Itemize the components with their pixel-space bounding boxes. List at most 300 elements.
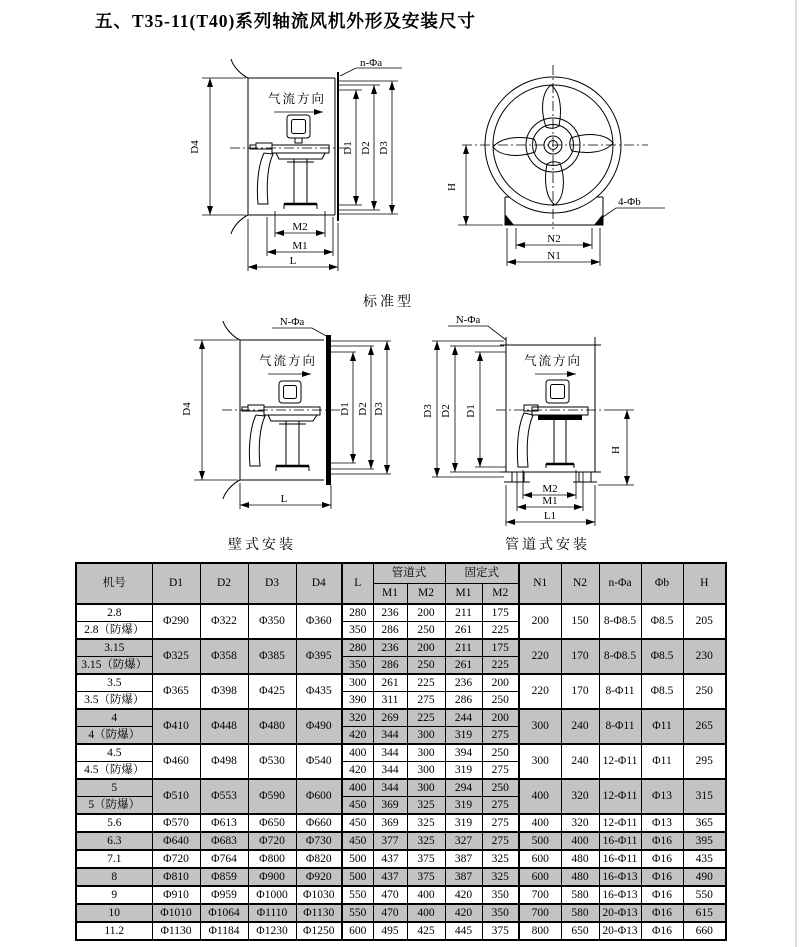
table-row bbox=[76, 814, 726, 832]
table-cell: 275 bbox=[482, 832, 519, 850]
table-cell: 395 bbox=[683, 832, 726, 850]
table-cell: 375 bbox=[482, 922, 519, 940]
table-cell: Φ498 bbox=[200, 744, 248, 779]
table-cell: Φ730 bbox=[296, 832, 342, 850]
dim-label-d4: D4 bbox=[189, 140, 201, 154]
table-cell: Φ1184 bbox=[200, 922, 248, 940]
table-cell: Φ900 bbox=[248, 868, 296, 886]
table-cell: Φ553 bbox=[200, 779, 248, 814]
table-cell: 250 bbox=[482, 779, 519, 797]
table-cell: Φ1130 bbox=[296, 904, 342, 922]
dim-label-h: H bbox=[446, 183, 458, 191]
table-cell: 700 bbox=[519, 904, 561, 922]
table-cell: 5（防爆） bbox=[76, 797, 152, 815]
table-cell: 319 bbox=[445, 797, 482, 815]
table-cell: 315 bbox=[683, 779, 726, 814]
table-cell: Φ410 bbox=[152, 709, 200, 744]
table-cell: 400 bbox=[407, 886, 445, 904]
caption-wall-installation: 壁式安装 bbox=[228, 538, 296, 553]
table-cell: 250 bbox=[683, 674, 726, 709]
dimension-table-body bbox=[76, 604, 726, 940]
table-cell: Φ820 bbox=[296, 850, 342, 868]
table-cell: 450 bbox=[342, 832, 373, 850]
table-cell: Φ350 bbox=[248, 604, 296, 639]
table-cell: 261 bbox=[373, 674, 407, 692]
dim-label-n2: N2 bbox=[547, 233, 561, 245]
standard-side-view-diagram bbox=[170, 55, 410, 283]
table-cell: Φ660 bbox=[296, 814, 342, 832]
table-row bbox=[76, 779, 726, 797]
table-cell: 170 bbox=[561, 639, 599, 674]
table-cell: 420 bbox=[342, 727, 373, 745]
dim-label-l1: L1 bbox=[543, 510, 557, 522]
table-cell: 200 bbox=[482, 674, 519, 692]
table-cell: 300 bbox=[407, 779, 445, 797]
table-cell: 8-Φ8.5 bbox=[599, 639, 641, 674]
table-cell: 269 bbox=[373, 709, 407, 727]
table-cell: Φ16 bbox=[641, 832, 683, 850]
table-cell: 12-Φ11 bbox=[599, 779, 641, 814]
table-cell: Φ365 bbox=[152, 674, 200, 709]
table-cell: 225 bbox=[407, 674, 445, 692]
table-cell: 5.6 bbox=[76, 814, 152, 832]
table-cell: 394 bbox=[445, 744, 482, 762]
dim-label-n1: N1 bbox=[547, 250, 561, 262]
table-cell: 200 bbox=[407, 639, 445, 657]
dim-label-d1: D1 bbox=[465, 404, 477, 418]
table-cell: 225 bbox=[407, 709, 445, 727]
table-cell: 16-Φ13 bbox=[599, 886, 641, 904]
table-cell: 400 bbox=[342, 779, 373, 797]
table-cell: Φ325 bbox=[152, 639, 200, 674]
table-cell: 300 bbox=[519, 744, 561, 779]
table-cell: 470 bbox=[373, 886, 407, 904]
table-cell: 369 bbox=[373, 797, 407, 815]
col-header-h: H bbox=[683, 563, 726, 604]
table-cell: 170 bbox=[561, 674, 599, 709]
table-cell: 225 bbox=[482, 622, 519, 640]
table-cell: 400 bbox=[407, 904, 445, 922]
table-cell: Φ16 bbox=[641, 850, 683, 868]
table-cell: 420 bbox=[445, 904, 482, 922]
col-header-d3: D3 bbox=[248, 563, 296, 604]
table-cell: 350 bbox=[482, 904, 519, 922]
table-cell: 387 bbox=[445, 850, 482, 868]
table-cell: 344 bbox=[373, 762, 407, 780]
table-cell: Φ1064 bbox=[200, 904, 248, 922]
table-cell: 294 bbox=[445, 779, 482, 797]
table-cell: 600 bbox=[519, 868, 561, 886]
table-cell: 800 bbox=[519, 922, 561, 940]
wall-installation-diagram bbox=[160, 315, 420, 533]
dimension-table bbox=[75, 562, 727, 941]
dim-label-d3: D3 bbox=[422, 404, 434, 418]
table-cell: 350 bbox=[482, 886, 519, 904]
table-cell: 211 bbox=[445, 604, 482, 622]
table-row bbox=[76, 744, 726, 762]
dim-label-n-phi-a: N-Φa bbox=[455, 314, 481, 326]
dim-label-4-phi-b: 4-Φb bbox=[618, 196, 641, 208]
table-cell: 480 bbox=[561, 850, 599, 868]
table-cell: 400 bbox=[519, 814, 561, 832]
dim-label-d1: D1 bbox=[342, 141, 354, 155]
table-row bbox=[76, 904, 726, 922]
table-cell: Φ1250 bbox=[296, 922, 342, 940]
table-cell: 11.2 bbox=[76, 922, 152, 940]
table-cell: Φ1230 bbox=[248, 922, 296, 940]
table-cell: 205 bbox=[683, 604, 726, 639]
table-cell: 3.15 bbox=[76, 639, 152, 657]
table-cell: 437 bbox=[373, 850, 407, 868]
table-cell: 6.3 bbox=[76, 832, 152, 850]
table-cell: 240 bbox=[561, 709, 599, 744]
table-cell: 250 bbox=[482, 744, 519, 762]
dim-label-m1: M1 bbox=[542, 495, 558, 507]
table-cell: 275 bbox=[482, 727, 519, 745]
table-row bbox=[76, 709, 726, 727]
table-cell: 377 bbox=[373, 832, 407, 850]
table-cell: Φ1030 bbox=[296, 886, 342, 904]
table-cell: 300 bbox=[407, 762, 445, 780]
table-cell: 7.1 bbox=[76, 850, 152, 868]
table-cell: 300 bbox=[519, 709, 561, 744]
dim-label-d2: D2 bbox=[440, 404, 452, 418]
table-row bbox=[76, 604, 726, 622]
table-cell: Φ398 bbox=[200, 674, 248, 709]
table-cell: 325 bbox=[482, 850, 519, 868]
table-cell: Φ480 bbox=[248, 709, 296, 744]
dim-label-d4: D4 bbox=[181, 402, 193, 416]
col-header-n2: N2 bbox=[561, 563, 599, 604]
table-cell: Φ435 bbox=[296, 674, 342, 709]
table-cell: 615 bbox=[683, 904, 726, 922]
table-cell: Φ358 bbox=[200, 639, 248, 674]
table-cell: 500 bbox=[342, 868, 373, 886]
table-cell: 240 bbox=[561, 744, 599, 779]
table-cell: Φ448 bbox=[200, 709, 248, 744]
col-header-l: L bbox=[342, 563, 373, 604]
dim-label-d1: D1 bbox=[339, 402, 351, 416]
table-cell: 275 bbox=[482, 814, 519, 832]
table-cell: 500 bbox=[519, 832, 561, 850]
dim-label-d3: D3 bbox=[373, 402, 385, 416]
table-cell: 220 bbox=[519, 639, 561, 674]
table-cell: Φ764 bbox=[200, 850, 248, 868]
table-cell: 3.5 bbox=[76, 674, 152, 692]
table-cell: 175 bbox=[482, 639, 519, 657]
table-cell: Φ290 bbox=[152, 604, 200, 639]
table-cell: Φ8.5 bbox=[641, 639, 683, 674]
dim-label-d3: D3 bbox=[378, 141, 390, 155]
table-cell: 700 bbox=[519, 886, 561, 904]
table-cell: 280 bbox=[342, 639, 373, 657]
table-cell: 450 bbox=[342, 814, 373, 832]
table-cell: 365 bbox=[683, 814, 726, 832]
scan-edge-artifact bbox=[795, 0, 797, 947]
table-cell: 325 bbox=[407, 832, 445, 850]
table-cell: 450 bbox=[342, 797, 373, 815]
table-cell: Φ11 bbox=[641, 744, 683, 779]
table-cell: 550 bbox=[342, 886, 373, 904]
table-cell: 350 bbox=[342, 657, 373, 675]
table-cell: Φ510 bbox=[152, 779, 200, 814]
table-row bbox=[76, 639, 726, 657]
table-cell: Φ720 bbox=[152, 850, 200, 868]
table-cell: 4.5 bbox=[76, 744, 152, 762]
table-cell: 650 bbox=[561, 922, 599, 940]
airflow-direction-label: 气流方向 bbox=[267, 92, 327, 106]
table-cell: 390 bbox=[342, 692, 373, 710]
table-cell: 319 bbox=[445, 814, 482, 832]
airflow-direction-label: 气流方向 bbox=[523, 354, 583, 368]
table-cell: 4（防爆） bbox=[76, 727, 152, 745]
table-cell: 387 bbox=[445, 868, 482, 886]
table-cell: 344 bbox=[373, 744, 407, 762]
col-header-n1: N1 bbox=[519, 563, 561, 604]
duct-installation-diagram bbox=[420, 315, 690, 533]
table-cell: Φ600 bbox=[296, 779, 342, 814]
table-cell: 400 bbox=[561, 832, 599, 850]
table-cell: Φ8.5 bbox=[641, 604, 683, 639]
table-cell: 265 bbox=[683, 709, 726, 744]
table-cell: 286 bbox=[373, 657, 407, 675]
page-title: 五、T35-11(T40)系列轴流风机外形及安装尺寸 bbox=[95, 11, 476, 31]
table-cell: Φ11 bbox=[641, 709, 683, 744]
table-cell: Φ640 bbox=[152, 832, 200, 850]
col-header-phib: Φb bbox=[641, 563, 683, 604]
table-cell: Φ540 bbox=[296, 744, 342, 779]
table-cell: 420 bbox=[342, 762, 373, 780]
table-cell: 275 bbox=[482, 762, 519, 780]
table-cell: Φ910 bbox=[152, 886, 200, 904]
table-cell: 2.8 bbox=[76, 604, 152, 622]
table-cell: Φ800 bbox=[248, 850, 296, 868]
dim-label-l: L bbox=[280, 493, 288, 505]
caption-standard-type: 标准型 bbox=[363, 295, 414, 310]
table-cell: 375 bbox=[407, 868, 445, 886]
table-row bbox=[76, 850, 726, 868]
col-header-fixed-m2: M2 bbox=[482, 584, 519, 605]
col-header-na: n-Φa bbox=[599, 563, 641, 604]
col-header-model: 机号 bbox=[76, 563, 152, 604]
table-cell: 495 bbox=[373, 922, 407, 940]
table-cell: 9 bbox=[76, 886, 152, 904]
table-cell: Φ13 bbox=[641, 779, 683, 814]
table-row bbox=[76, 922, 726, 940]
table-cell: 420 bbox=[445, 886, 482, 904]
table-cell: 325 bbox=[407, 797, 445, 815]
dim-label-m1: M1 bbox=[292, 240, 308, 252]
col-header-d2: D2 bbox=[200, 563, 248, 604]
table-cell: Φ425 bbox=[248, 674, 296, 709]
table-cell: 344 bbox=[373, 727, 407, 745]
table-cell: 3.5（防爆） bbox=[76, 692, 152, 710]
table-cell: 3.15（防爆） bbox=[76, 657, 152, 675]
airflow-direction-label: 气流方向 bbox=[258, 354, 318, 368]
table-cell: Φ859 bbox=[200, 868, 248, 886]
table-cell: 300 bbox=[407, 727, 445, 745]
dim-label-m2: M2 bbox=[542, 483, 558, 495]
col-header-duct-type: 管道式 bbox=[373, 563, 445, 584]
col-header-duct-m2: M2 bbox=[407, 584, 445, 605]
dim-label-d2: D2 bbox=[360, 141, 372, 155]
table-cell: 200 bbox=[519, 604, 561, 639]
table-cell: 8-Φ8.5 bbox=[599, 604, 641, 639]
table-cell: Φ16 bbox=[641, 868, 683, 886]
table-cell: Φ1010 bbox=[152, 904, 200, 922]
col-header-duct-m1: M1 bbox=[373, 584, 407, 605]
table-cell: 435 bbox=[683, 850, 726, 868]
table-row bbox=[76, 886, 726, 904]
table-row bbox=[76, 868, 726, 886]
table-cell: 12-Φ11 bbox=[599, 744, 641, 779]
table-cell: 275 bbox=[482, 797, 519, 815]
table-cell: 20-Φ13 bbox=[599, 922, 641, 940]
table-cell: Φ720 bbox=[248, 832, 296, 850]
table-cell: 375 bbox=[407, 850, 445, 868]
table-cell: 12-Φ11 bbox=[599, 814, 641, 832]
table-cell: 10 bbox=[76, 904, 152, 922]
table-cell: Φ16 bbox=[641, 922, 683, 940]
table-cell: 280 bbox=[342, 604, 373, 622]
table-cell: 250 bbox=[482, 692, 519, 710]
table-cell: 261 bbox=[445, 657, 482, 675]
table-cell: Φ650 bbox=[248, 814, 296, 832]
table-cell: 445 bbox=[445, 922, 482, 940]
col-header-d4: D4 bbox=[296, 563, 342, 604]
table-cell: 286 bbox=[373, 622, 407, 640]
table-cell: 311 bbox=[373, 692, 407, 710]
col-header-d1: D1 bbox=[152, 563, 200, 604]
table-cell: 20-Φ13 bbox=[599, 904, 641, 922]
table-cell: 5 bbox=[76, 779, 152, 797]
table-cell: 369 bbox=[373, 814, 407, 832]
table-cell: Φ1000 bbox=[248, 886, 296, 904]
table-cell: 550 bbox=[683, 886, 726, 904]
col-header-fixed-type: 固定式 bbox=[445, 563, 519, 584]
table-cell: 236 bbox=[445, 674, 482, 692]
table-cell: 286 bbox=[445, 692, 482, 710]
table-cell: 470 bbox=[373, 904, 407, 922]
table-cell: 400 bbox=[342, 744, 373, 762]
table-cell: 211 bbox=[445, 639, 482, 657]
table-row bbox=[76, 832, 726, 850]
table-cell: 600 bbox=[342, 922, 373, 940]
table-cell: Φ810 bbox=[152, 868, 200, 886]
table-cell: 580 bbox=[561, 886, 599, 904]
dim-label-l: L bbox=[289, 255, 297, 267]
caption-duct-installation: 管道式安装 bbox=[505, 538, 590, 553]
table-cell: 2.8（防爆） bbox=[76, 622, 152, 640]
table-cell: Φ1110 bbox=[248, 904, 296, 922]
table-cell: 4.5（防爆） bbox=[76, 762, 152, 780]
table-cell: 275 bbox=[407, 692, 445, 710]
table-cell: 200 bbox=[482, 709, 519, 727]
table-cell: Φ460 bbox=[152, 744, 200, 779]
dim-label-n-phi-a: N-Φa bbox=[279, 316, 305, 328]
table-cell: 580 bbox=[561, 904, 599, 922]
table-cell: Φ1130 bbox=[152, 922, 200, 940]
dim-label-m2: M2 bbox=[292, 221, 308, 233]
table-cell: Φ613 bbox=[200, 814, 248, 832]
table-cell: 4 bbox=[76, 709, 152, 727]
table-cell: 325 bbox=[407, 814, 445, 832]
dim-label-d2: D2 bbox=[357, 402, 369, 416]
table-cell: 350 bbox=[342, 622, 373, 640]
table-cell: Φ395 bbox=[296, 639, 342, 674]
table-cell: 319 bbox=[445, 762, 482, 780]
table-cell: 236 bbox=[373, 639, 407, 657]
table-cell: Φ490 bbox=[296, 709, 342, 744]
table-cell: 200 bbox=[407, 604, 445, 622]
table-cell: 320 bbox=[561, 814, 599, 832]
table-cell: 480 bbox=[561, 868, 599, 886]
table-cell: Φ590 bbox=[248, 779, 296, 814]
dim-label-n-phi-a: n-Φa bbox=[360, 57, 383, 69]
table-cell: 16-Φ13 bbox=[599, 868, 641, 886]
table-cell: 325 bbox=[482, 868, 519, 886]
table-cell: Φ16 bbox=[641, 904, 683, 922]
table-cell: 150 bbox=[561, 604, 599, 639]
table-cell: 300 bbox=[407, 744, 445, 762]
table-cell: 244 bbox=[445, 709, 482, 727]
table-cell: 16-Φ11 bbox=[599, 832, 641, 850]
table-header-row bbox=[76, 563, 726, 584]
table-cell: 261 bbox=[445, 622, 482, 640]
table-cell: 500 bbox=[342, 850, 373, 868]
table-cell: 220 bbox=[519, 674, 561, 709]
table-cell: Φ360 bbox=[296, 604, 342, 639]
table-cell: 660 bbox=[683, 922, 726, 940]
table-cell: 550 bbox=[342, 904, 373, 922]
col-header-fixed-m1: M1 bbox=[445, 584, 482, 605]
table-cell: 320 bbox=[342, 709, 373, 727]
table-cell: 320 bbox=[561, 779, 599, 814]
table-cell: 344 bbox=[373, 779, 407, 797]
table-cell: 236 bbox=[373, 604, 407, 622]
table-cell: Φ920 bbox=[296, 868, 342, 886]
dim-label-h: H bbox=[610, 446, 622, 454]
table-cell: 300 bbox=[342, 674, 373, 692]
table-cell: Φ16 bbox=[641, 886, 683, 904]
table-cell: 16-Φ11 bbox=[599, 850, 641, 868]
table-cell: 250 bbox=[407, 622, 445, 640]
table-cell: 225 bbox=[482, 657, 519, 675]
standard-front-view-diagram bbox=[430, 55, 700, 280]
table-cell: 437 bbox=[373, 868, 407, 886]
table-cell: Φ530 bbox=[248, 744, 296, 779]
table-cell: 319 bbox=[445, 727, 482, 745]
table-cell: 327 bbox=[445, 832, 482, 850]
table-cell: 400 bbox=[519, 779, 561, 814]
table-cell: Φ570 bbox=[152, 814, 200, 832]
table-cell: 8 bbox=[76, 868, 152, 886]
table-cell: 490 bbox=[683, 868, 726, 886]
table-cell: Φ959 bbox=[200, 886, 248, 904]
table-cell: Φ13 bbox=[641, 814, 683, 832]
table-cell: Φ8.5 bbox=[641, 674, 683, 709]
table-cell: 425 bbox=[407, 922, 445, 940]
table-cell: 175 bbox=[482, 604, 519, 622]
table-cell: Φ683 bbox=[200, 832, 248, 850]
table-cell: 295 bbox=[683, 744, 726, 779]
table-cell: 8-Φ11 bbox=[599, 709, 641, 744]
table-cell: Φ385 bbox=[248, 639, 296, 674]
table-cell: 230 bbox=[683, 639, 726, 674]
table-cell: 250 bbox=[407, 657, 445, 675]
table-cell: Φ322 bbox=[200, 604, 248, 639]
table-cell: 600 bbox=[519, 850, 561, 868]
